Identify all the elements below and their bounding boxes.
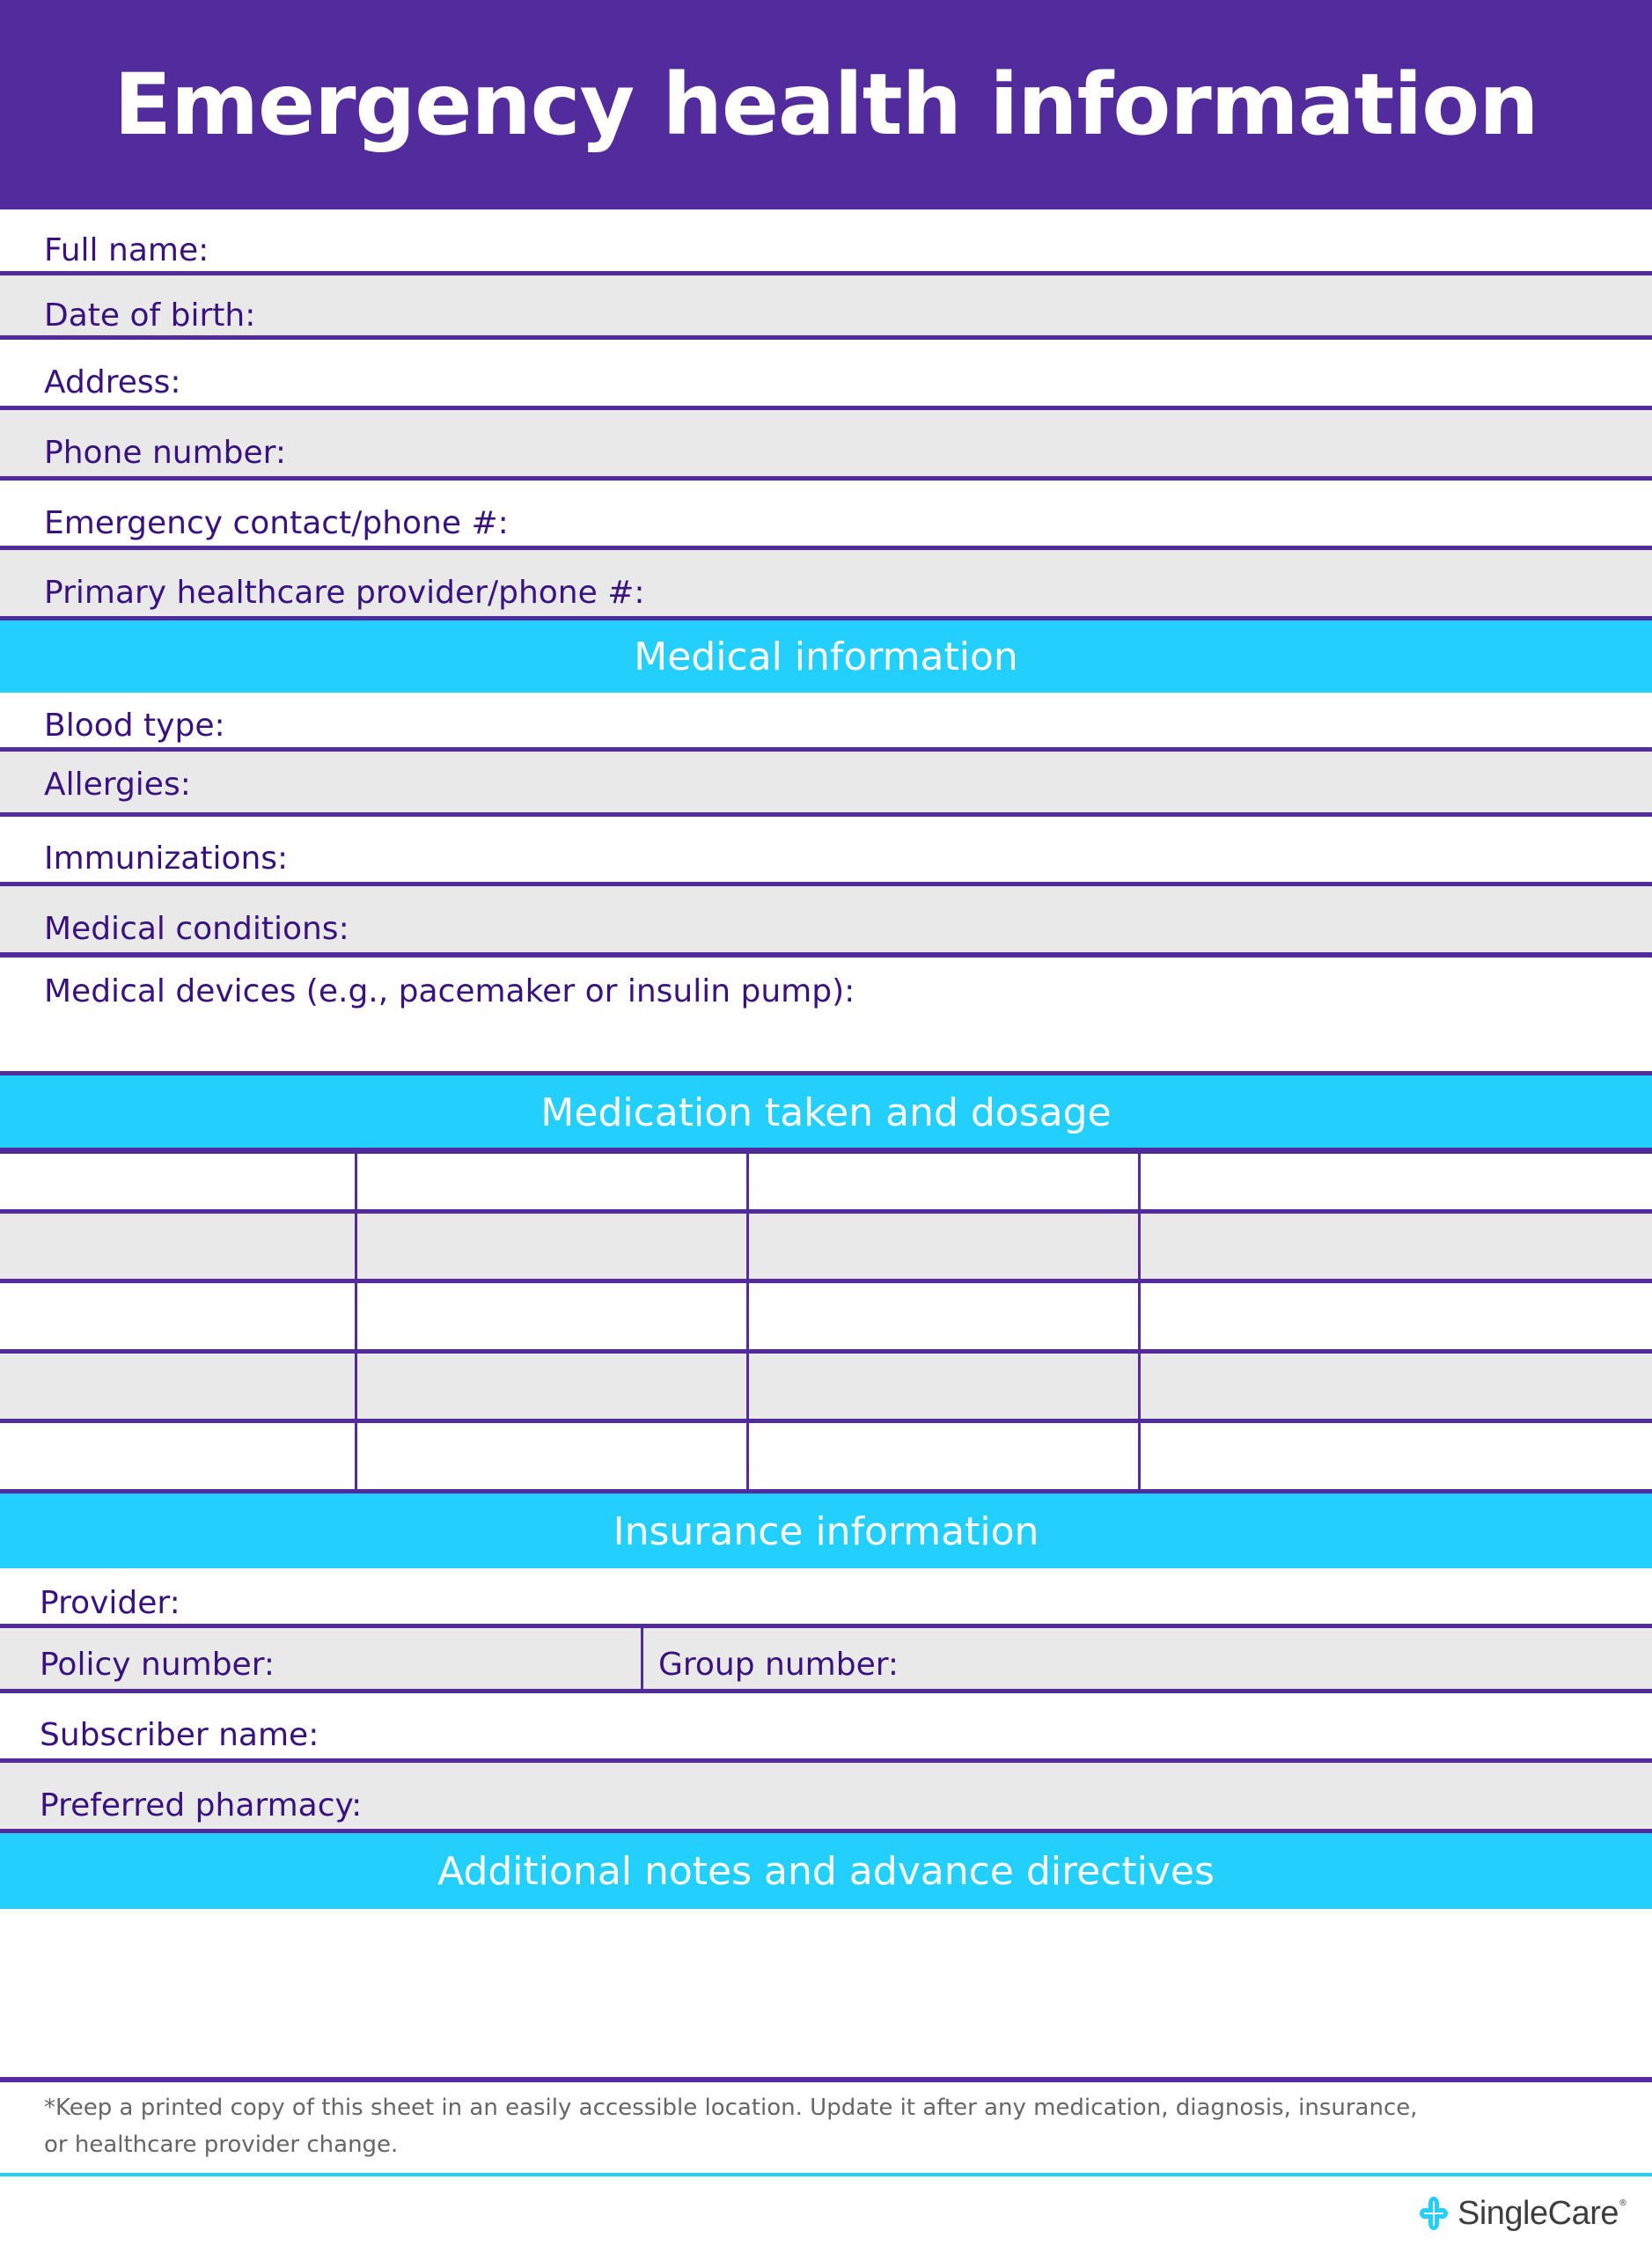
field-group-number[interactable] xyxy=(643,1628,1652,1689)
field-row-date-of-birth[interactable] xyxy=(0,275,1652,335)
medication-table-row xyxy=(0,1423,1652,1489)
field-row-phone-number[interactable] xyxy=(0,410,1652,476)
medication-cell[interactable] xyxy=(1141,1423,1652,1489)
column-divider xyxy=(746,1154,749,1489)
medication-cell[interactable] xyxy=(0,1283,355,1349)
section-title-medical: Medical information xyxy=(634,635,1018,679)
field-row-immunizations[interactable] xyxy=(0,817,1652,882)
field-label-group-number: Group number: xyxy=(658,1647,899,1683)
section-title-notes: Additional notes and advance directives xyxy=(437,1849,1215,1894)
section-header-insurance xyxy=(0,1493,1652,1568)
column-divider xyxy=(355,1154,357,1489)
page-title: Emergency health information xyxy=(114,55,1538,154)
medication-table-row xyxy=(0,1154,1652,1209)
field-label-blood-type: Blood type: xyxy=(44,708,225,744)
footnote xyxy=(44,2089,1540,2163)
field-row-primary-provider[interactable] xyxy=(0,550,1652,616)
field-row-full-name[interactable] xyxy=(0,209,1652,271)
page-header xyxy=(0,0,1652,209)
field-label-medical-devices: Medical devices (e.g., pacemaker or insulin pump): xyxy=(44,973,855,1009)
medication-cell[interactable] xyxy=(749,1214,1138,1279)
field-label-emergency-contact: Emergency contact/phone #: xyxy=(44,505,509,541)
row-divider xyxy=(0,1148,1652,1154)
section-title-insurance: Insurance information xyxy=(613,1509,1039,1554)
field-row-allergies[interactable] xyxy=(0,752,1652,812)
section-header-notes xyxy=(0,1833,1652,1909)
medication-cell[interactable] xyxy=(357,1354,746,1419)
field-row-emergency-contact[interactable] xyxy=(0,481,1652,546)
section-header-medical xyxy=(0,620,1652,693)
field-label-allergies: Allergies: xyxy=(44,767,191,803)
field-row-provider[interactable] xyxy=(0,1568,1652,1624)
medication-cell[interactable] xyxy=(357,1283,746,1349)
medication-cell[interactable] xyxy=(1141,1154,1652,1209)
column-divider xyxy=(641,1628,643,1689)
section-header-medication xyxy=(0,1075,1652,1148)
field-row-blood-type[interactable] xyxy=(0,693,1652,747)
singlecare-cross-icon xyxy=(1419,2196,1449,2231)
section-title-medication: Medication taken and dosage xyxy=(540,1090,1112,1135)
field-label-full-name: Full name: xyxy=(44,232,209,268)
medication-cell[interactable] xyxy=(749,1283,1138,1349)
notes-bottom-divider xyxy=(0,2077,1652,2082)
footnote-line-2: or healthcare provider change. xyxy=(44,2132,399,2158)
field-label-provider: Provider: xyxy=(40,1585,180,1621)
medication-cell[interactable] xyxy=(0,1214,355,1279)
footer-divider xyxy=(0,2173,1652,2176)
field-label-immunizations: Immunizations: xyxy=(44,840,289,877)
medication-table-row xyxy=(0,1283,1652,1349)
medication-cell[interactable] xyxy=(0,1423,355,1489)
medication-cell[interactable] xyxy=(1141,1214,1652,1279)
medication-cell[interactable] xyxy=(357,1154,746,1209)
field-row-address[interactable] xyxy=(0,340,1652,406)
notes-input-area[interactable] xyxy=(0,1909,1652,2077)
field-row-medical-devices[interactable] xyxy=(0,958,1652,1071)
medication-cell[interactable] xyxy=(357,1214,746,1279)
field-row-medical-conditions[interactable] xyxy=(0,886,1652,952)
medication-table-row xyxy=(0,1214,1652,1279)
medication-cell[interactable] xyxy=(749,1423,1138,1489)
field-row-subscriber-name[interactable] xyxy=(0,1693,1652,1758)
medication-cell[interactable] xyxy=(0,1354,355,1419)
field-policy-number[interactable] xyxy=(0,1628,641,1689)
medication-cell[interactable] xyxy=(1141,1354,1652,1419)
field-label-policy-number: Policy number: xyxy=(40,1647,275,1683)
field-row-policy-group xyxy=(0,1628,1652,1689)
medication-cell[interactable] xyxy=(357,1423,746,1489)
field-label-medical-conditions: Medical conditions: xyxy=(44,911,349,947)
field-label-preferred-pharmacy: Preferred pharmacy: xyxy=(40,1787,363,1824)
medication-table-row xyxy=(0,1354,1652,1419)
field-label-address: Address: xyxy=(44,364,181,400)
medication-cell[interactable] xyxy=(0,1154,355,1209)
field-label-primary-provider: Primary healthcare provider/phone #: xyxy=(44,575,645,611)
field-row-preferred-pharmacy[interactable] xyxy=(0,1763,1652,1829)
medication-cell[interactable] xyxy=(749,1354,1138,1419)
footnote-line-1: *Keep a printed copy of this sheet in an easily accessible location. Update it after any medication, diagnosis, insurance, xyxy=(44,2095,1418,2121)
medication-cell[interactable] xyxy=(749,1154,1138,1209)
field-label-phone-number: Phone number: xyxy=(44,435,286,471)
field-label-date-of-birth: Date of birth: xyxy=(44,297,256,334)
field-label-subscriber-name: Subscriber name: xyxy=(40,1717,319,1753)
medication-cell[interactable] xyxy=(1141,1283,1652,1349)
singlecare-logo xyxy=(1419,2191,1627,2235)
brand-registered-mark: ® xyxy=(1619,2198,1627,2208)
column-divider xyxy=(1138,1154,1141,1489)
brand-name: SingleCare xyxy=(1457,2194,1619,2232)
